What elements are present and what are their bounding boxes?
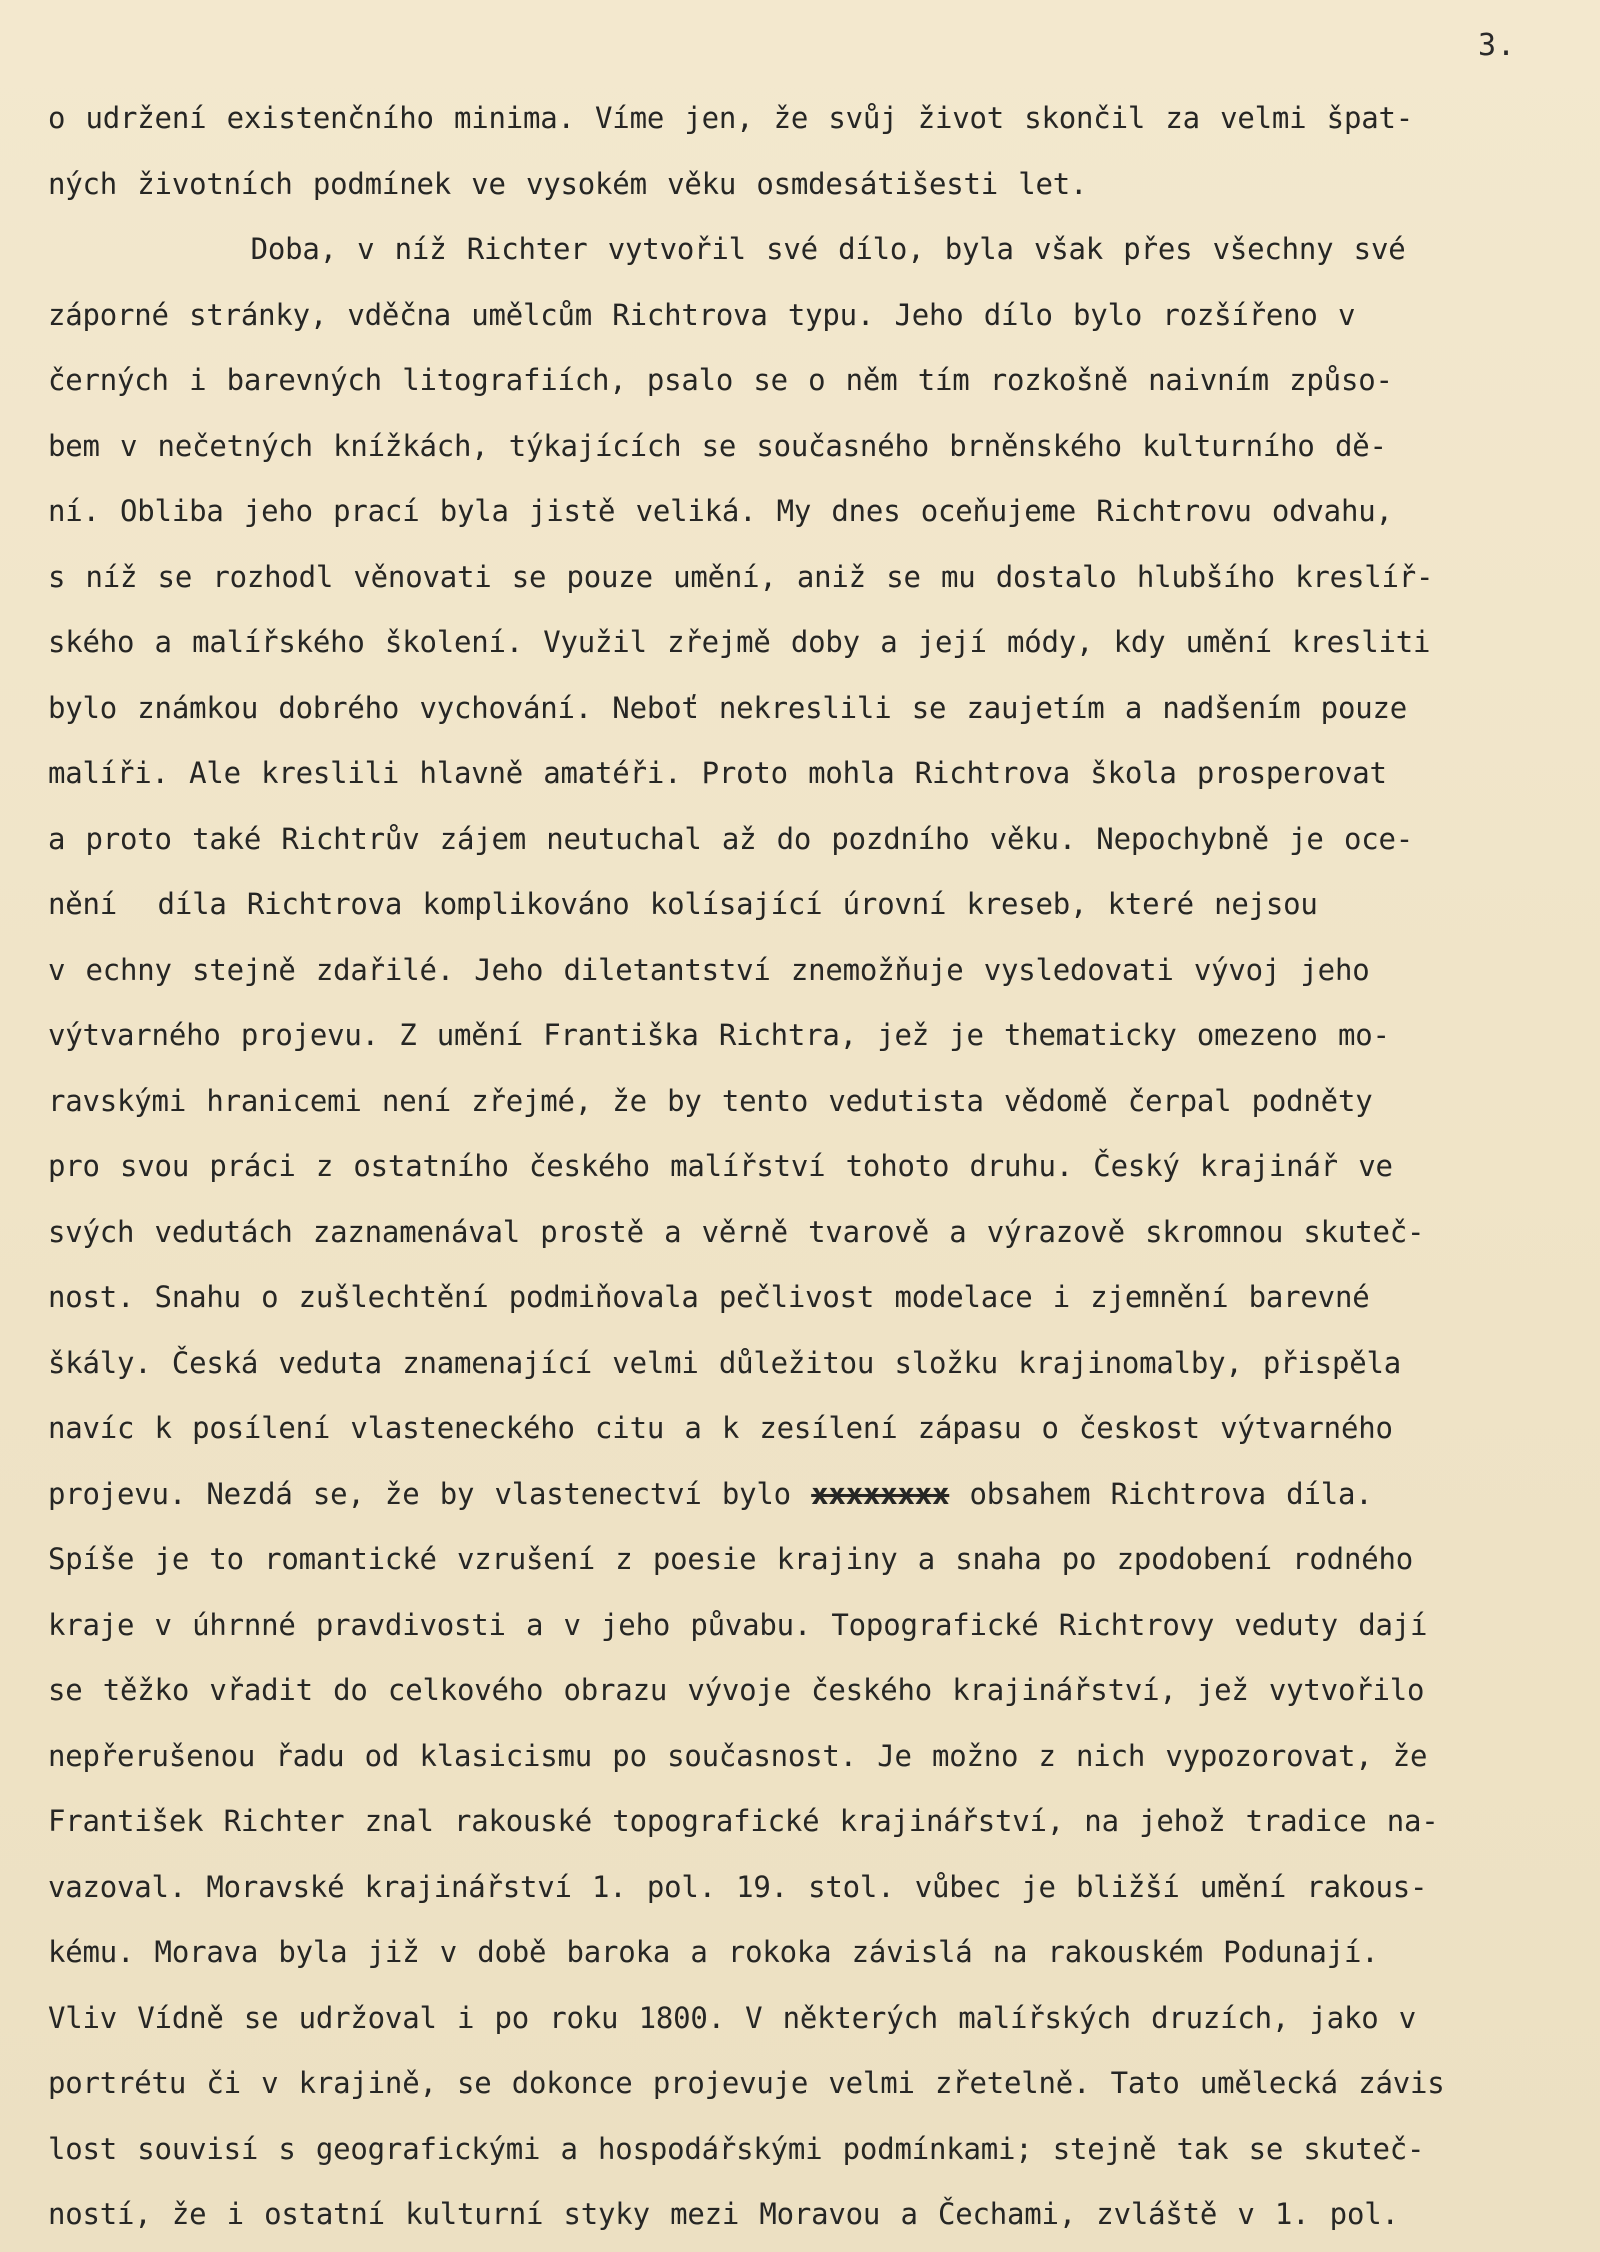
text-line-22-start: projevu. Nezdá se, že by vlastenectví bylo [48,1476,791,1511]
text-line-6: bem v nečetných knížkách, týkajících se současného brněnského kulturního dě- [48,428,1387,463]
text-line-22 [48,1462,1598,1528]
text-line-14: v echny stejně zdařilé. Jeho diletantství znemožňuje vysledovati vývoj jeho [48,952,1370,987]
text-line-21: navíc k posílení vlasteneckého citu a k zesílení zápasu o českost výtvarného [48,1411,1393,1445]
text-line-18: svých vedutách zaznamenával prostě a věrně tvarově a výrazově skromnou skuteč- [48,1214,1425,1249]
text-line-1: o udržení existenčního minima. Víme jen, že svůj život skončil za velmi špat- [48,101,1413,135]
struck-out-word: xxxxxxxx [811,1476,950,1511]
page-number: 3. [1478,28,1517,63]
text-line-23: Spíše je to romantické vzrušení z poesie krajiny a snaha po zpodobení rodného [48,1542,1413,1576]
text-line-16: ravskými hranicemi není zřejmé, že by tento vedutista vědomě čerpal podněty [48,1083,1373,1118]
text-line-15: výtvarného projevu. Z umění Františka Richtra, jež je thematicky omezeno mo- [48,1018,1390,1052]
text-line-3: Doba, v níž Richter vytvořil své dílo, byla však přes všechny své [48,232,1406,266]
text-line-7: ní. Obliba jeho prací byla jistě veliká. My dnes oceňujeme Richtrovu odvahu, [48,494,1393,528]
text-line-31: portrétu či v krajině, se dokonce projevuje velmi zřetelně. Tato umělecká závis [48,2066,1445,2100]
text-line-28: vazoval. Moravské krajinářství 1. pol. 19. stol. vůbec je bližší umění rakous- [48,1869,1428,1904]
text-line-10: bylo známkou dobrého vychování. Neboť nekreslili se zaujetím a nadšením pouze [48,690,1407,725]
text-line-22-end: obsahem Richtrova díla. [949,1476,1373,1511]
text-line-19: nost. Snahu o zušlechtění podmiňovala pečlivost modelace i zjemnění barevné [48,1280,1370,1314]
text-line-33: ností, že i ostatní kulturní styky mezi Moravou a Čechami, zvláště v 1. pol. [48,2197,1399,2231]
text-line-25: se těžko vřadit do celkového obrazu vývoje českého krajinářství, jež vytvořilo [48,1673,1425,1707]
text-line-4: záporné stránky, vděčna umělcům Richtrova typu. Jeho dílo bylo rozšířeno v [48,297,1356,332]
text-line-8: s níž se rozhodl věnovati se pouze umění, aniž se mu dostalo hlubšího kreslíř- [48,559,1434,594]
text-line-12: a proto také Richtrův zájem neutuchal až do pozdního věku. Nepochybně je oce- [48,821,1413,856]
text-line-24: kraje v úhrnné pravdivosti a v jeho půvabu. Topografické Richtrovy veduty dají [48,1607,1428,1642]
text-line-2: ných životních podmínek ve vysokém věku osmdesátišesti let. [48,166,1088,201]
text-line-11: malíři. Ale kreslili hlavně amatéři. Proto mohla Richtrova škola prosperovat [48,756,1387,790]
text-line-17: pro svou práci z ostatního českého malířství tohoto druhu. Český krajinář ve [48,1149,1393,1183]
text-line-32: lost souvisí s geografickými a hospodářskými podmínkami; stejně tak se skuteč- [48,2131,1425,2166]
text-line-20: škály. Česká veduta znamenající velmi důležitou složku krajinomalby, přispěla [48,1345,1401,1380]
text-line-9: ského a malířského školení. Využil zřejmě doby a její módy, kdy umění kresliti [48,625,1431,659]
typed-text-body [48,86,1598,2248]
text-line-30: Vliv Vídně se udržoval i po roku 1800. V některých malířských druzích, jako v [48,2000,1416,2035]
text-line-5: černých i barevných litografiích, psalo se o něm tím rozkošně naivním způso- [48,363,1393,397]
text-line-26: nepřerušenou řadu od klasicismu po současnost. Je možno z nich vypozorovat, že [48,1738,1428,1773]
text-line-27: František Richter znal rakouské topografické krajinářství, na jehož tradice na- [48,1804,1439,1838]
text-line-29: kému. Morava byla již v době baroka a rokoka závislá na rakouském Podunají. [48,1935,1379,1969]
text-line-13: nění díla Richtrova komplikováno kolísající úrovní kreseb, které nejsou [48,887,1318,921]
